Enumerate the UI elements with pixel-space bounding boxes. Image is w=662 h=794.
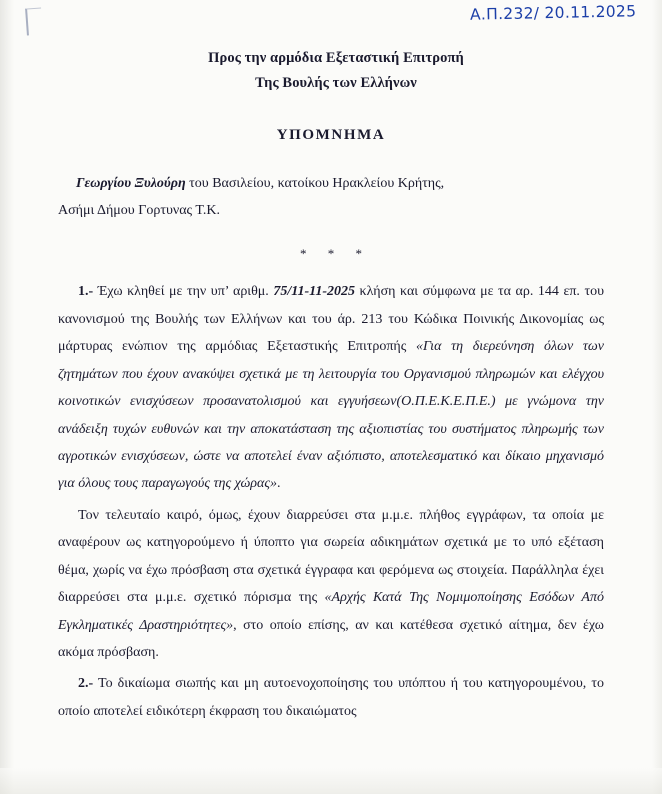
section-separator: * * *	[300, 246, 371, 262]
paragraph-number: 1.-	[78, 284, 94, 300]
paragraph	[58, 502, 604, 667]
paragraph	[58, 278, 604, 498]
quoted-text: «Αρχής Κατά Της Νομιμοποίησης Εσόδων Από Εγκληματικές Δραστηριότητες»	[58, 590, 604, 633]
addressee-line-2: Της Βουλής των Ελλήνων	[255, 75, 417, 92]
paragraph-number: 2.-	[78, 676, 94, 692]
party-details: του Βασιλείου, κατοίκου Ηρακλείου Κρήτης,	[185, 175, 445, 191]
page-edge-shadow-bottom	[0, 768, 662, 794]
paragraph-text: κλήση και σύμφωνα με τα αρ. 144 επ. του κανονισμού της Βουλής των Ελλήνων και του άρ. 213 του Κώδικα Ποινικής Δικονομίας ως μάρτυρας ενώπιον της αρμόδιας Εξεταστικής Επιτροπής	[58, 284, 604, 355]
addressee-line-1: Προς την αρμόδια Εξεταστική Επιτροπή	[208, 50, 464, 66]
paragraph-text: Έχω κληθεί με την υπ’ αριθμ.	[93, 284, 274, 300]
paragraph-text: .	[277, 476, 281, 492]
document-title: ΥΠΟΜΝΗΜΑ	[276, 126, 386, 143]
party-identification	[58, 170, 604, 225]
paragraph-text: Τον τελευταίο καιρό, όμως, έχουν διαρρεύσει στα μ.μ.ε. πλήθος εγγράφων, τα οποία με αναφέρουν ως κατηγορούμενο ή ύποπτο για σωρεία αδικημάτων σχετικά με το υπό εξέταση θέμα, χωρίς να έχω πρόσβαση στα σχετικά έγγραφα και φερόμενα ως στοιχεία. Παράλληλα έχει διαρρεύσει στα μ.μ.ε. σχετικό πόρισμα της	[58, 507, 604, 606]
paragraph	[58, 670, 604, 725]
party-name: Γεωργίου Ξυλούρη	[76, 175, 186, 191]
paragraph-list	[58, 278, 604, 725]
addressee-heading	[58, 46, 604, 97]
protocol-number-stamp: Α.Π.232/ 20.11.2025	[469, 2, 637, 24]
party-address: Ασήμι Δήμου Γορτυνας Τ.Κ.	[58, 203, 220, 219]
quoted-text: «Για τη διερεύνηση όλων των ζητημάτων που έχουν ανακύψει σχετικά με τη λειτουργία του Οργανισμού πληρωμών και ελέγχου κοινοτικών ενισχύσεων προσανατολισμού και εγγυήσεων(Ο.Π.Ε.Κ.Ε.Π.Ε.)	[58, 339, 604, 410]
paragraph-text: , στο οποίο επίσης, αν και κατέθεσα σχετικό αίτημα, δεν έχω ακόμα πρόσβαση.	[58, 617, 605, 661]
paragraph-text: Το δικαίωμα σιωπής και μη αυτοενοχοποίησης του υπόπτου ή του κατηγορουμένου, το οποίο αποτελεί ειδικότερη έκφραση του δικαιώματος	[58, 676, 604, 719]
summons-reference: 75/11-11-2025	[273, 284, 355, 300]
quoted-text: με γνώμονα την ανάδειξη τυχών ευθυνών και την αποκατάσταση της αξιοπιστίας του συστήματος πληρωμής των αγροτικών ενισχύσεων, ώστε να αποτελεί έναν αξιόπιστο, αποτελεσματικό και δίκαιο μηχανισμό για όλους τους παραγωγούς της χώρας»	[58, 394, 604, 492]
